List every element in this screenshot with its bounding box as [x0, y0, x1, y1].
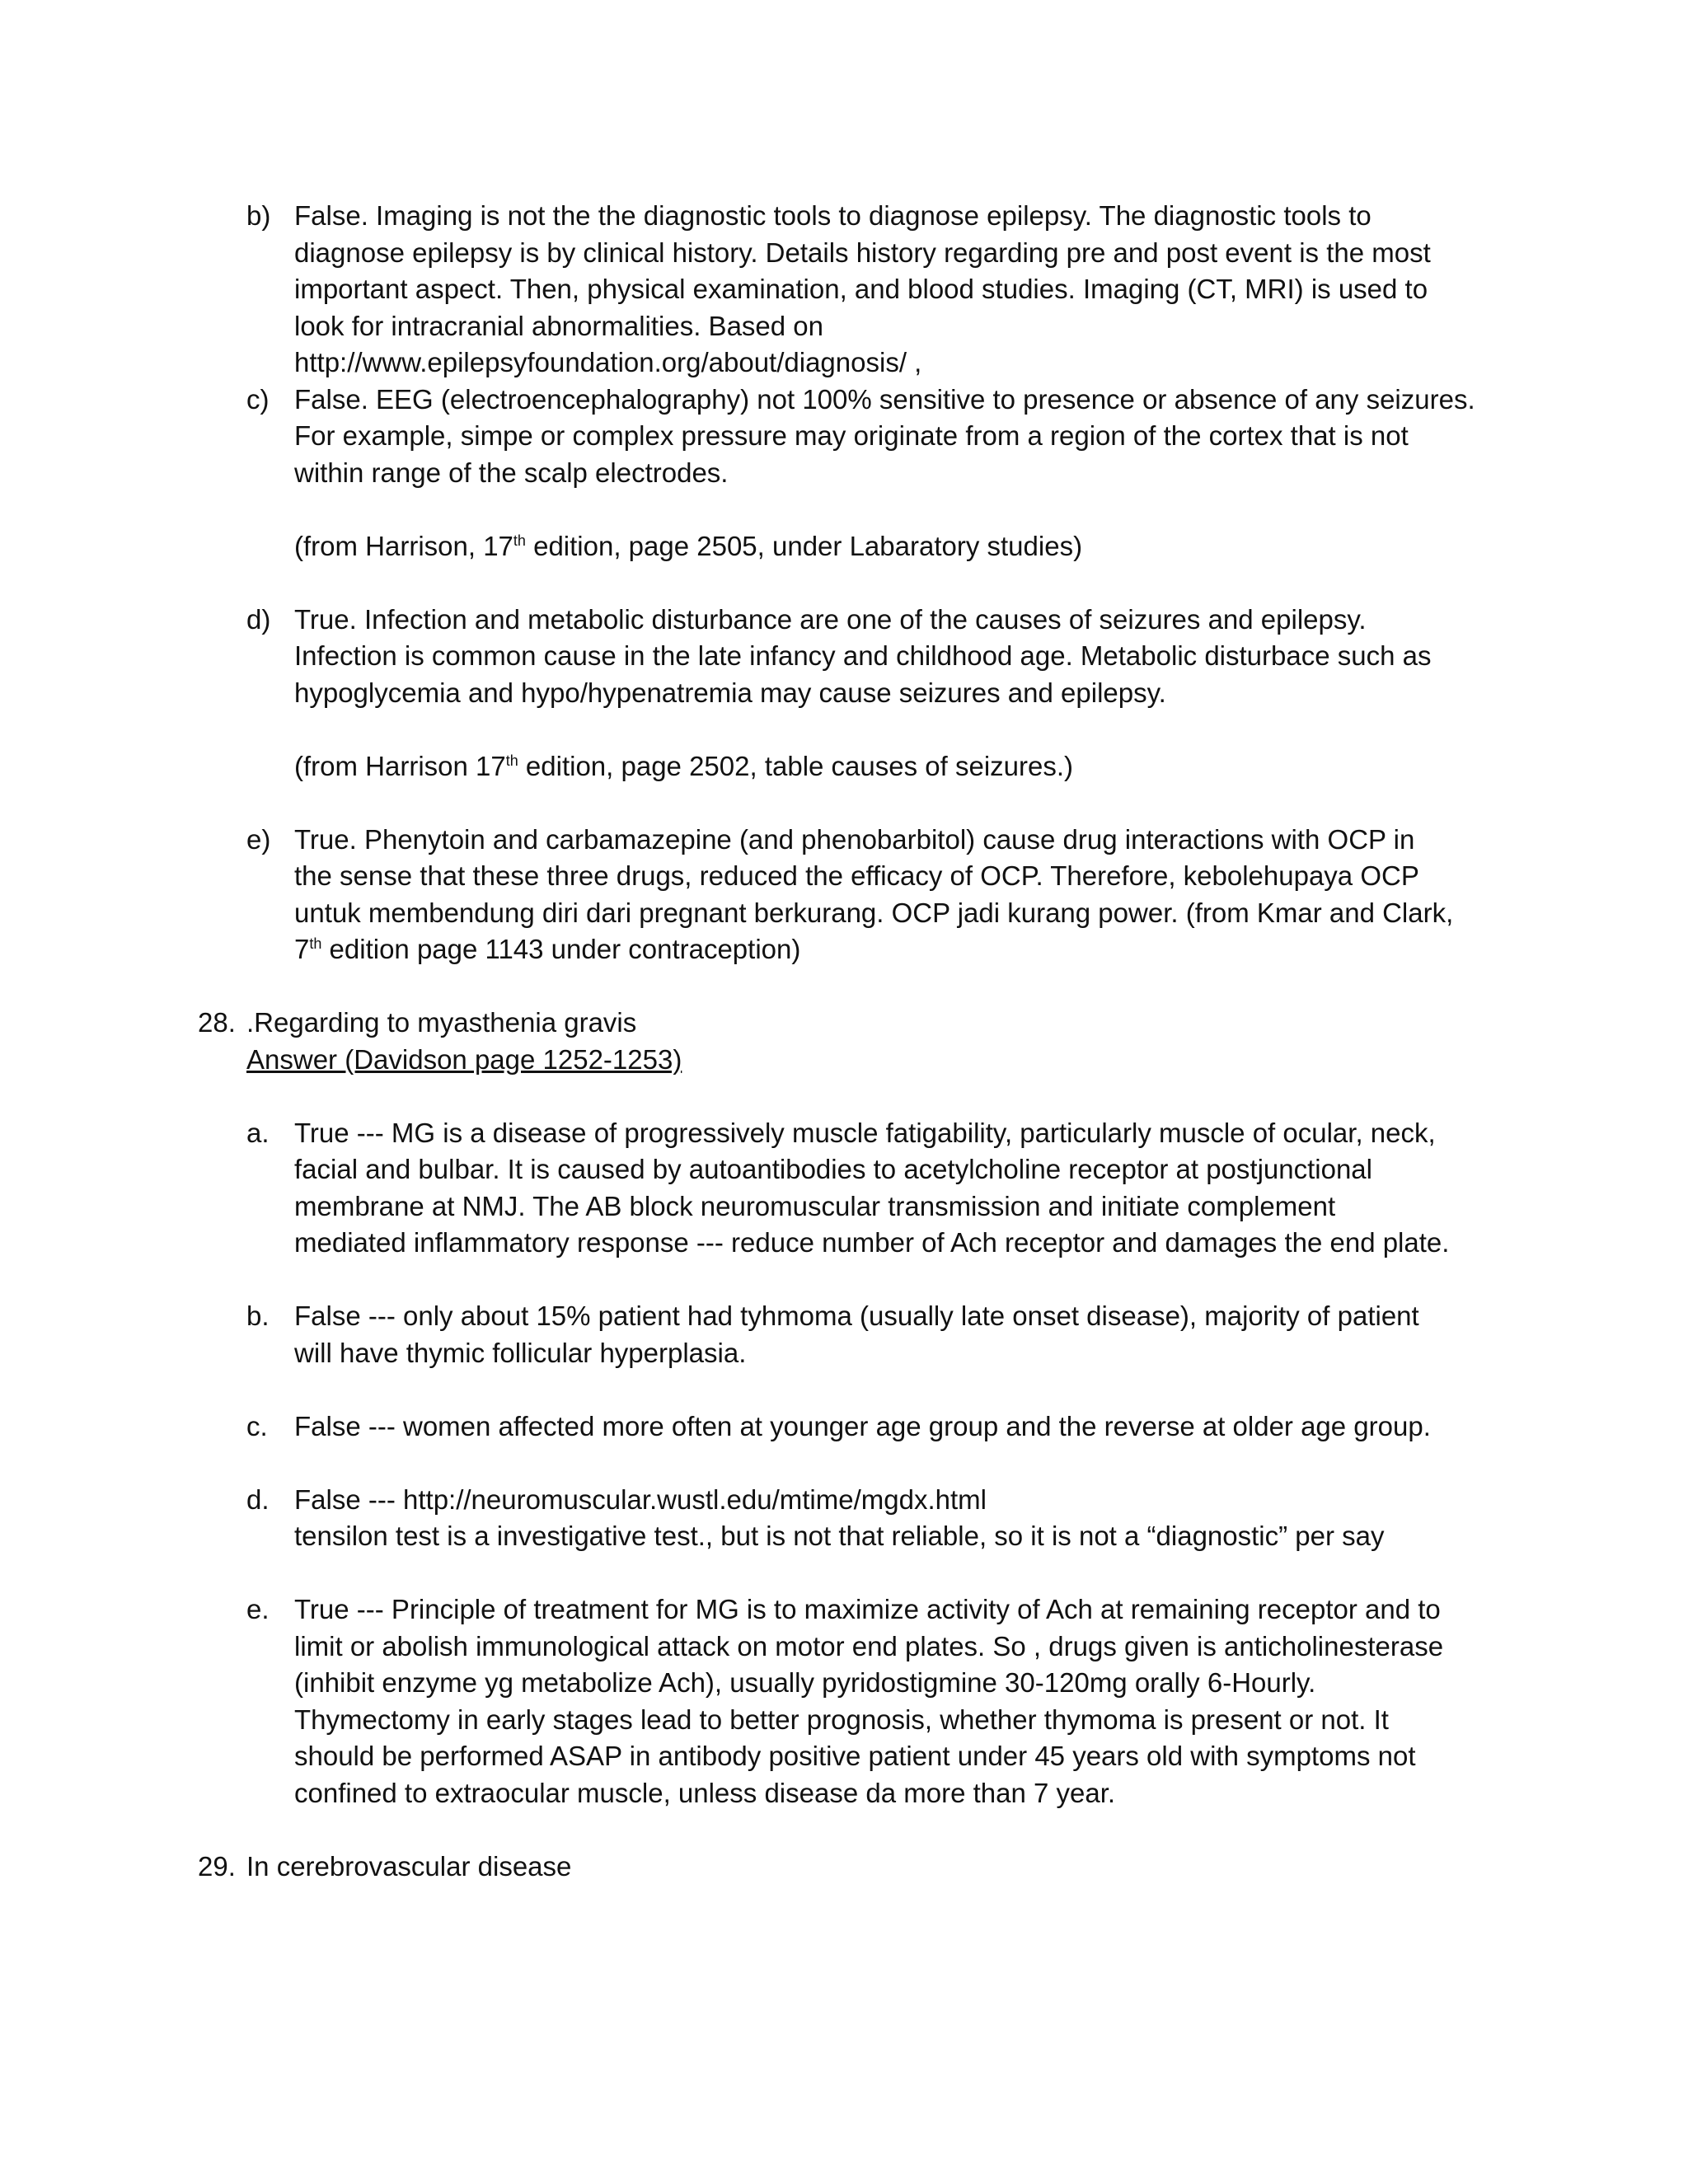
item-line: True. Infection and metabolic disturbance are one of the causes of seizures and epilepsy.	[294, 603, 1367, 635]
item-line: look for intracranial abnormalities. Based on	[294, 310, 824, 341]
item-line: False. Imaging is not the the diagnostic tools to diagnose epilepsy. The diagnostic tools to	[294, 200, 1372, 231]
item-line: limit or abolish immunological attack on motor end plates. So , drugs given is anticholinesterase	[294, 1630, 1444, 1661]
reference-text: edition page 1143 under contraception)	[321, 934, 801, 964]
item-marker: b)	[246, 200, 271, 231]
question-29	[198, 1849, 1517, 1886]
item-line: mediated inflammatory response --- reduce number of Ach receptor and damages the end plate.	[294, 1227, 1450, 1258]
item-marker: d)	[246, 603, 271, 635]
reference-text: edition, page 2505, under Labaratory studies)	[525, 530, 1083, 561]
answer-item-b	[198, 1298, 1517, 1371]
item-line: diagnose epilepsy is by clinical history. Details history regarding pre and post event is the most	[294, 237, 1431, 268]
item-line: False. EEG (electroencephalography) not 100% sensitive to presence or absence of any seizures.	[294, 383, 1475, 415]
item-line: the sense that these three drugs, reduced the efficacy of OCP. Therefore, kebolehupaya OCP	[294, 860, 1419, 891]
item-line-url: http://www.epilepsyfoundation.org/about/diagnosis/ ,	[294, 347, 922, 377]
item-marker: e.	[246, 1594, 270, 1624]
item-marker: c.	[246, 1410, 268, 1441]
item-line: True. Phenytoin and carbamazepine (and phenobarbitol) cause drug interactions with OCP in	[294, 823, 1415, 855]
item-line: Infection is common cause in the late infancy and childhood age. Metabolic disturbace such as	[294, 640, 1432, 671]
item-line	[294, 931, 1517, 968]
answer-item-d	[198, 1482, 1517, 1555]
item-marker: e)	[246, 823, 271, 855]
item-marker: d.	[246, 1483, 270, 1515]
reference-text: 7	[294, 934, 310, 964]
answer-item-e	[198, 822, 1517, 968]
reference-text: (from Harrison, 17	[294, 530, 513, 561]
reference-superscript: th	[309, 935, 322, 952]
item-marker: a.	[246, 1117, 270, 1148]
item-line: should be performed ASAP in antibody positive patient under 45 years old with symptoms not	[294, 1741, 1416, 1771]
item-line: False --- only about 15% patient had tyhmoma (usually late onset disease), majority of patient	[294, 1301, 1419, 1331]
question-title: .Regarding to myasthenia gravis	[246, 1007, 637, 1038]
answer-item-a	[198, 1115, 1517, 1262]
reference-note	[294, 528, 1517, 565]
reference-text: edition, page 2502, table causes of seizures.)	[518, 750, 1074, 781]
reference-superscript: th	[513, 532, 526, 549]
answer-item-b	[198, 198, 1517, 382]
item-line: (inhibit enzyme yg metabolize Ach), usually pyridostigmine 30-120mg orally 6-Hourly.	[294, 1667, 1316, 1698]
answer-source: Answer (Davidson page 1252-1253)	[246, 1043, 682, 1075]
question-title: In cerebrovascular disease	[246, 1850, 572, 1882]
answer-item-e	[198, 1591, 1517, 1811]
question-number: 28.	[198, 1007, 236, 1038]
item-marker: c)	[246, 383, 270, 415]
item-line: tensilon test is a investigative test., but is not that reliable, so it is not a “diagnostic” per say	[294, 1521, 1385, 1551]
item-line-url: False --- http://neuromuscular.wustl.edu/mtime/mgdx.html	[294, 1483, 987, 1515]
item-line: important aspect. Then, physical examination, and blood studies. Imaging (CT, MRI) is used to	[294, 274, 1428, 304]
reference-note	[294, 748, 1517, 785]
item-line: membrane at NMJ. The AB block neuromuscular transmission and initiate complement	[294, 1190, 1336, 1221]
item-marker: b.	[246, 1301, 270, 1331]
item-line: facial and bulbar. It is caused by autoantibodies to acetylcholine receptor at postjunctional	[294, 1154, 1372, 1184]
item-line: within range of the scalp electrodes.	[294, 457, 729, 488]
document-content	[198, 198, 1517, 1885]
question-number: 29.	[198, 1850, 236, 1882]
reference-superscript: th	[505, 752, 518, 769]
answer-item-d	[198, 602, 1517, 785]
reference-text: (from Harrison 17	[294, 750, 506, 781]
item-line: For example, simpe or complex pressure may originate from a region of the cortex that is not	[294, 420, 1409, 451]
answer-item-c	[198, 1408, 1517, 1446]
item-line: untuk membendung diri dari pregnant berkurang. OCP jadi kurang power. (from Kmar and Clark,	[294, 897, 1454, 928]
item-line: True --- Principle of treatment for MG is to maximize activity of Ach at remaining receptor and to	[294, 1594, 1441, 1624]
item-line: Thymectomy in early stages lead to better prognosis, whether thymoma is present or not. It	[294, 1704, 1389, 1735]
item-line: will have thymic follicular hyperplasia.	[294, 1337, 747, 1368]
item-line: True --- MG is a disease of progressively muscle fatigability, particularly muscle of ocular, neck,	[294, 1117, 1436, 1148]
question-28	[198, 1005, 1517, 1078]
item-line: confined to extraocular muscle, unless disease da more than 7 year.	[294, 1777, 1116, 1808]
answer-item-c	[198, 382, 1517, 565]
item-line: hypoglycemia and hypo/hypenatremia may cause seizures and epilepsy.	[294, 677, 1166, 708]
item-line: False --- women affected more often at younger age group and the reverse at older age group.	[294, 1410, 1431, 1441]
